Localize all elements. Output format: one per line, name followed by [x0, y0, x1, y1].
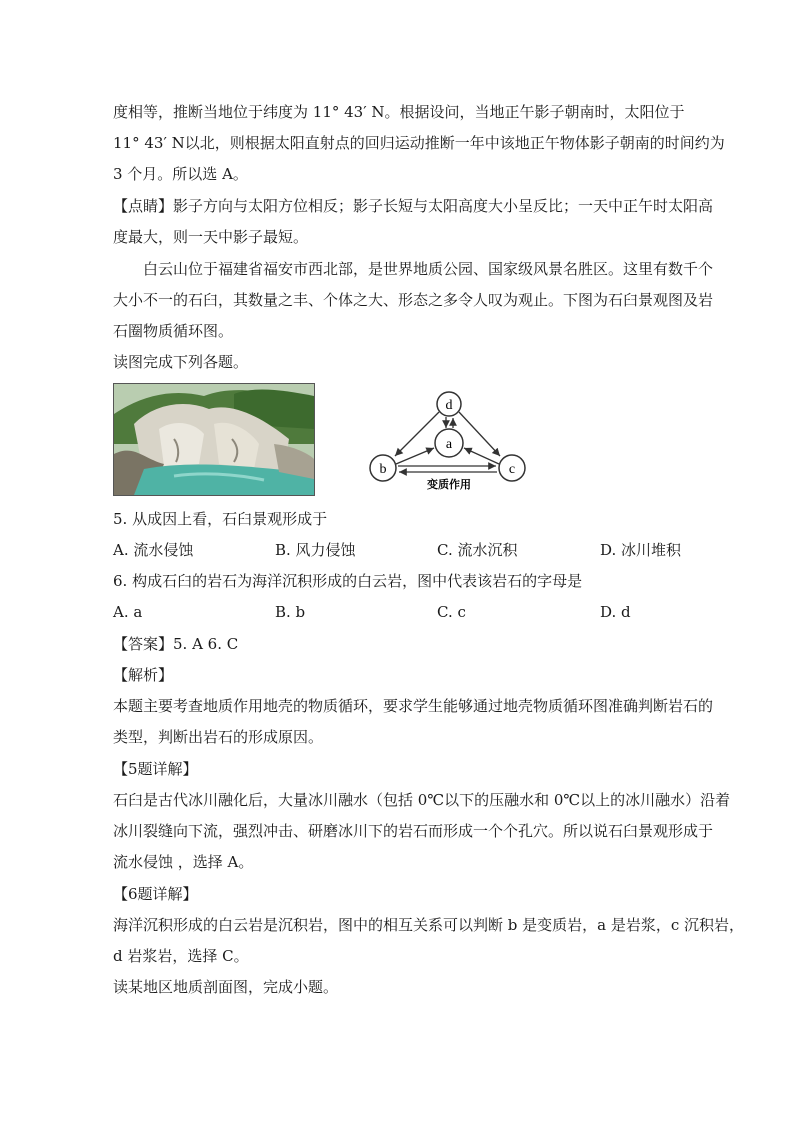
- option-c: C. 流水沉积: [437, 541, 518, 559]
- text-line: 11° 43′ N以北，则根据太阳直射点的回归运动推断一年中该地正午物体影子朝南的时间约为: [113, 134, 725, 152]
- rock-cycle-svg: [363, 386, 539, 494]
- text-line: 大小不一的石臼，其数量之丰、个体之大、形态之多令人叹为观止。下图为石臼景观图及岩: [113, 291, 714, 309]
- closing-line: 读某地区地质剖面图，完成小题。: [113, 978, 339, 996]
- text-line: 读图完成下列各题。: [113, 353, 249, 371]
- node-d-label: d: [445, 398, 453, 413]
- option-b: B. 风力侵蚀: [275, 541, 356, 559]
- text-line: 白云山位于福建省福安市西北部，是世界地质公园、国家级风景名胜区。这里有数千个: [143, 260, 714, 278]
- option-a: A. 流水侵蚀: [113, 541, 194, 559]
- text-line: 度相等，推断当地位于纬度为 11° 43′ N。根据设问，当地正午影子朝南时，太阳位于: [113, 103, 685, 121]
- text-line: d 岩浆岩，选择 C。: [113, 947, 249, 965]
- stone-mortar-landscape-photo: [113, 383, 315, 496]
- text-line: 3 个月。所以选 A。: [113, 165, 248, 183]
- text-line: 流水侵蚀 ，选择 A。: [113, 853, 254, 871]
- section-heading: 【5题详解】: [113, 760, 198, 778]
- text-line: 石臼是古代冰川融化后，大量冰川融水（包括 0℃以下的压融水和 0℃以上的冰川融水）沿着: [113, 791, 731, 809]
- text-line: 石圈物质循环图。: [113, 322, 234, 340]
- option-d: D. 冰川堆积: [600, 541, 682, 559]
- text-line: 类型，判断出岩石的形成原因。: [113, 728, 324, 746]
- metamorphism-label: 变质作用: [427, 478, 471, 491]
- rock-cycle-diagram: [363, 386, 539, 494]
- question-stem: 6. 构成石臼的岩石为海洋沉积形成的白云岩，图中代表该岩石的字母是: [113, 572, 583, 590]
- landscape-illustration: [114, 384, 314, 495]
- node-a-label: a: [445, 437, 453, 452]
- node-c-label: c: [508, 462, 516, 477]
- text-line: 本题主要考查地质作用地壳的物质循环，要求学生能够通过地壳物质循环图准确判断岩石的: [113, 697, 714, 715]
- option-d: D. d: [600, 603, 631, 621]
- section-heading: 【6题详解】: [113, 885, 198, 903]
- text-line: 冰川裂缝向下流，强烈冲击、研磨冰川下的岩石而形成一个个孔穴。所以说石臼景观形成于: [113, 822, 714, 840]
- text-line: 海洋沉积形成的白云岩是沉积岩，图中的相互关系可以判断 b 是变质岩，a 是岩浆，c 沉积岩，: [113, 916, 745, 934]
- answer-line: 【答案】5. A 6. C: [113, 635, 239, 653]
- analysis-heading: 【解析】: [113, 666, 174, 684]
- text-line: 【点睛】影子方向与太阳方位相反；影子长短与太阳高度大小呈反比；一天中正午时太阳高: [113, 197, 714, 215]
- option-c: C. c: [437, 603, 466, 621]
- text-line: 度最大，则一天中影子最短。: [113, 228, 309, 246]
- node-b-label: b: [379, 462, 387, 477]
- option-b: B. b: [275, 603, 306, 621]
- question-stem: 5. 从成因上看，石臼景观形成于: [113, 510, 328, 528]
- option-a: A. a: [113, 603, 143, 621]
